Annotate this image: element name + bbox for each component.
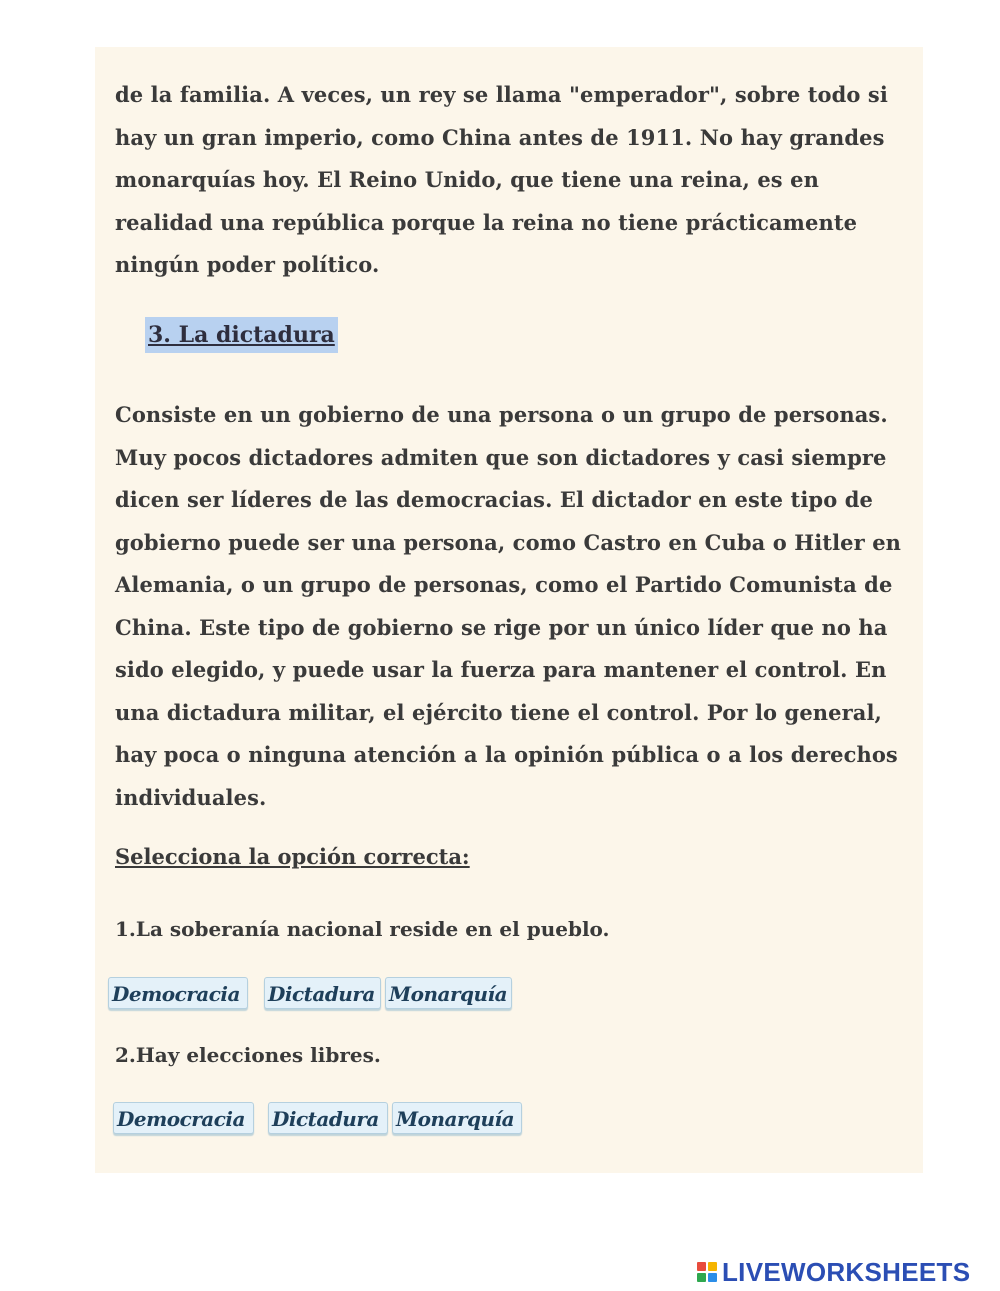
q1-option-democracia[interactable]: Democracia: [108, 977, 248, 1009]
dictadura-paragraph: Consiste en un gobierno de una persona o un grupo de personas. Muy pocos dictadores admiten que son dictadores y casi siempre dicen ser líderes de las democracias. El dictador en este tipo de gobierno puede ser una persona, como Castro en Cuba o Hitler en Alemania, o un grupo de personas, como el Partido Comunista de China. Este tipo de gobierno se rige por un único líder que no ha sido elegido, y puede usar la fuerza para mantener el control. En una dictadura militar, el ejército tiene el control. Por lo general, hay poca o ninguna atención a la opinión pública o a los derechos individuales.: [115, 402, 902, 810]
liveworksheets-brand: [697, 1256, 970, 1288]
question-2: 2.Hay elecciones libres.: [115, 1043, 381, 1067]
section-heading-dictadura: 3. La dictadura: [145, 317, 338, 353]
intro-paragraph: de la familia. A veces, un rey se llama "emperador", sobre todo si hay un gran imperio, como China antes de 1911. No hay grandes monarquías hoy. El Reino Unido, que tiene una reina, es en realidad una república porque la reina no tiene prácticamente ningún poder político.: [115, 82, 888, 277]
liveworksheets-logo-icon: [697, 1262, 717, 1282]
instruction: Selecciona la opción correcta:: [115, 844, 470, 869]
question-1: 1.La soberanía nacional reside en el pueblo.: [115, 917, 610, 941]
q2-option-dictadura[interactable]: Dictadura: [268, 1102, 388, 1134]
q2-option-democracia[interactable]: Democracia: [113, 1102, 254, 1134]
q2-option-monarquia[interactable]: Monarquía: [392, 1102, 522, 1134]
logo-cell-yellow: [708, 1262, 717, 1271]
logo-cell-green: [697, 1273, 706, 1282]
logo-cell-blue: [708, 1273, 717, 1282]
q1-option-monarquia[interactable]: Monarquía: [385, 977, 512, 1009]
logo-cell-red: [697, 1262, 706, 1271]
worksheet-page: [95, 47, 923, 1173]
q1-option-dictadura[interactable]: Dictadura: [264, 977, 381, 1009]
brand-name: LIVEWORKSHEETS: [722, 1257, 971, 1287]
